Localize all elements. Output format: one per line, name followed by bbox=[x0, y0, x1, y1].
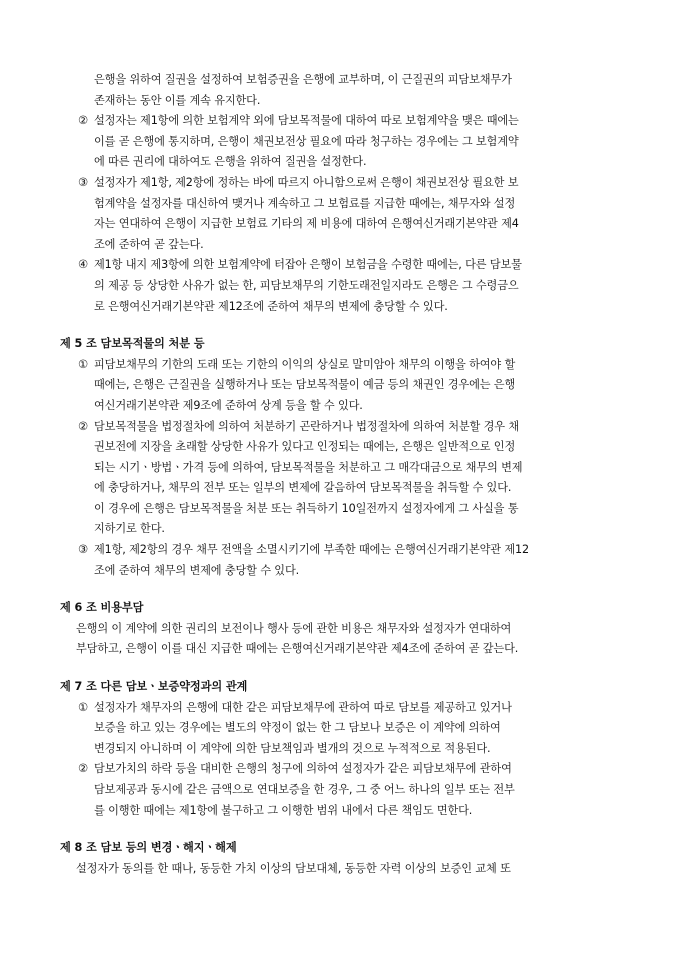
article-5-item-3 bbox=[60, 540, 624, 581]
item-line: 담보목적물을 법정절차에 의하여 처분하기 곤란하거나 법정절차에 의하여 처분할 경우 채 bbox=[94, 419, 519, 433]
article-5 bbox=[60, 334, 624, 581]
item-line: 의 제공 등 상당한 사유가 없는 한, 피담보채무의 기한도래전일지라도 은행은 그 수령금으 bbox=[94, 278, 519, 292]
item-line: 지하기로 한다. bbox=[94, 522, 165, 536]
item-line: 이를 곧 은행에 통지하며, 은행이 채권보전상 필요에 따라 청구하는 경우에는 그 보험계약 bbox=[94, 134, 519, 148]
item-line: 조에 준하여 채무의 변제에 충당할 수 있다. bbox=[94, 563, 300, 577]
article-6-heading: 제 6 조 비용부담 bbox=[60, 601, 144, 615]
item-line: 를 이행한 때에는 제1항에 불구하고 그 이행한 범위 내에서 다른 책임도 면한다. bbox=[94, 803, 473, 817]
article-6-line: 은행의 이 계약에 의한 권리의 보전이나 행사 등에 관한 비용은 채무자와 설정자가 연대하여 bbox=[76, 621, 512, 635]
item-number: ③ bbox=[78, 175, 88, 189]
item-line: 제1항 내지 제3항에 의한 보험계약에 터잡아 은행이 보험금을 수령한 때에는, 다른 담보물 bbox=[94, 258, 522, 272]
item-line: 조에 준하여 곧 갚는다. bbox=[94, 237, 204, 251]
article-7-item-2 bbox=[60, 759, 624, 821]
item-line: 여신거래기본약관 제9조에 준하여 상계 등을 할 수 있다. bbox=[94, 398, 363, 412]
article-4-item-2 bbox=[60, 111, 624, 173]
article-7-heading: 제 7 조 다른 담보ㆍ보증약정과의 관계 bbox=[60, 680, 248, 694]
article-7-item-1 bbox=[60, 698, 624, 760]
item-line: 되는 시기ㆍ방법ㆍ가격 등에 의하여, 담보목적물을 처분하고 그 매각대금으로 채무의 변제 bbox=[94, 460, 523, 474]
article-8 bbox=[60, 838, 624, 879]
article-4-item-1-line: 존재하는 동안 이를 계속 유지한다. bbox=[94, 93, 261, 107]
item-line: 담보제공과 동시에 같은 금액으로 연대보증을 한 경우, 그 중 어느 하나의 일부 또는 전부 bbox=[94, 783, 515, 796]
article-6-line: 부담하고, 은행이 이를 대신 지급한 때에는 은행여신거래기본약관 제4조에 준하여 곧 갚는다. bbox=[76, 642, 519, 656]
item-line: 때에는, 은행은 근질권을 실행하거나 또는 담보목적물이 예금 등의 채권인 경우에는 은행 bbox=[94, 378, 516, 392]
item-line: 설정자가 제1항, 제2항에 정하는 바에 따르지 아니함으로써 은행이 채권보전상 필요한 보 bbox=[94, 175, 519, 189]
item-line: 자는 연대하여 은행이 지급한 보험료 기타의 제 비용에 대하여 은행여신거래기본약관 제4 bbox=[94, 217, 519, 231]
item-line: 담보가치의 하락 등을 대비한 은행의 청구에 의하여 설정자가 같은 피담보채무에 관하여 bbox=[94, 762, 512, 776]
item-number: ③ bbox=[78, 543, 88, 557]
item-line: 권보전에 지장을 초래할 상당한 사유가 있다고 인정되는 때에는, 은행은 일반적으로 인정 bbox=[94, 440, 516, 454]
item-number: ② bbox=[78, 419, 88, 433]
item-line: 로 은행여신거래기본약관 제12조에 준하여 채무의 변제에 충당할 수 있다. bbox=[94, 299, 448, 313]
item-line: 피담보채무의 기한의 도래 또는 기한의 이익의 상실로 말미암아 채무의 이행을 하여야 할 bbox=[94, 357, 516, 371]
item-number: ① bbox=[78, 357, 88, 371]
item-line: 에 충당하거나, 채무의 전부 또는 일부의 변제에 갈음하여 담보목적물을 취득할 수 있다. bbox=[94, 481, 512, 495]
item-line: 에 따른 권리에 대하여도 은행을 위하여 질권을 설정한다. bbox=[94, 155, 367, 169]
item-number: ② bbox=[78, 114, 88, 128]
article-4-item-1-line: 은행을 위하여 질권을 설정하여 보험증권을 은행에 교부하며, 이 근질권의 피담보채무가 bbox=[94, 73, 512, 86]
article-4-item-3 bbox=[60, 173, 624, 255]
item-line: 변경되지 아니하며 이 계약에 의한 담보책임과 별개의 것으로 누적적으로 적용된다. bbox=[94, 741, 491, 755]
article-4-continuation bbox=[60, 70, 624, 317]
item-line: 설정자가 채무자의 은행에 대한 같은 피담보채무에 관하여 따로 담보를 제공하고 있거나 bbox=[94, 700, 512, 714]
article-5-item-2 bbox=[60, 417, 624, 541]
article-6 bbox=[60, 598, 624, 660]
item-line: 제1항, 제2항의 경우 채무 전액을 소멸시키기에 부족한 때에는 은행여신거래기본약관 제12 bbox=[94, 543, 529, 557]
item-line: 험계약을 설정자를 대신하여 맺거나 계속하고 그 보험료를 지급한 때에는, 채무자와 설정 bbox=[94, 196, 516, 210]
item-line: 이 경우에 은행은 담보목적물을 처분 또는 취득하기 10일전까지 설정자에게 그 사실을 통 bbox=[94, 501, 519, 515]
article-8-line: 설정자가 동의를 한 때나, 동등한 가치 이상의 담보대체, 동등한 자력 이상의 보증인 교체 또 bbox=[76, 861, 511, 875]
article-7 bbox=[60, 677, 624, 821]
item-number: ① bbox=[78, 700, 88, 714]
article-8-heading: 제 8 조 담보 등의 변경ㆍ해지ㆍ해제 bbox=[60, 841, 237, 855]
item-line: 보증을 하고 있는 경우에는 별도의 약정이 없는 한 그 담보나 보증은 이 계약에 의하여 bbox=[94, 721, 501, 735]
item-number: ② bbox=[78, 762, 88, 776]
item-line: 설정자는 제1항에 의한 보험계약 외에 담보목적물에 대하여 따로 보험계약을 맺은 때에는 bbox=[94, 114, 519, 128]
item-number: ④ bbox=[78, 258, 88, 272]
article-5-item-1 bbox=[60, 355, 624, 417]
article-4-item-4 bbox=[60, 255, 624, 317]
article-5-heading: 제 5 조 담보목적물의 처분 등 bbox=[60, 337, 205, 351]
